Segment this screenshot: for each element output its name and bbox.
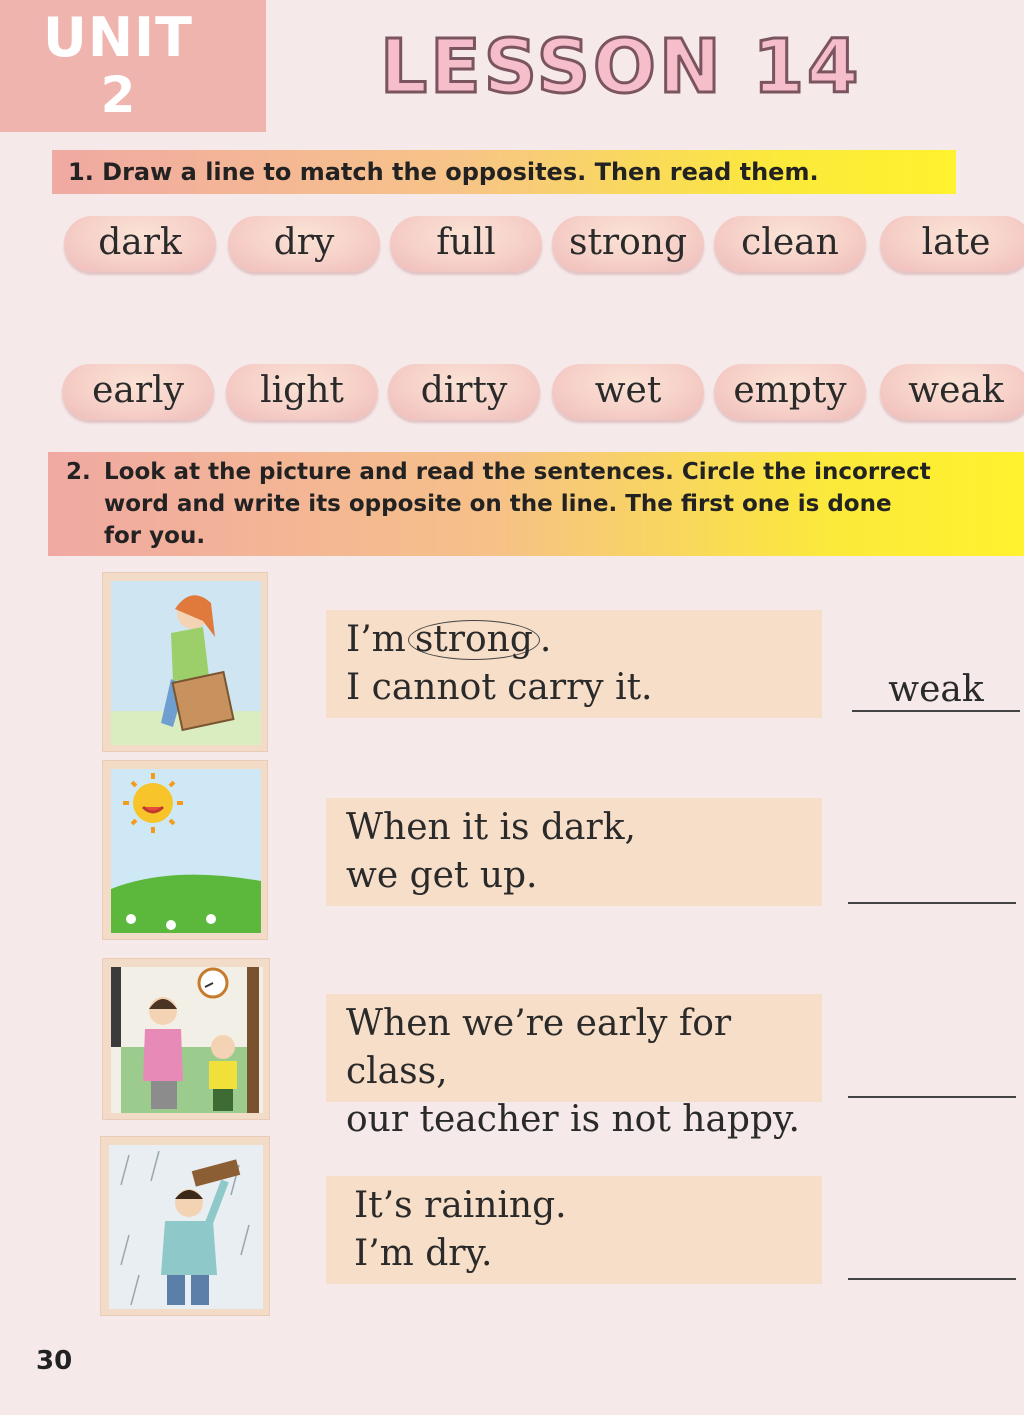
sentence-line: It’s raining. bbox=[354, 1185, 567, 1226]
word-pill[interactable]: full bbox=[390, 216, 542, 272]
instruction-line: word and write its opposite on the line. The first one is done bbox=[104, 491, 892, 517]
answer-field[interactable] bbox=[848, 1238, 1016, 1280]
picture-man-in-rain bbox=[100, 1136, 270, 1316]
picture-sun-over-meadow bbox=[102, 760, 268, 940]
word-pill[interactable]: clean bbox=[714, 216, 866, 272]
page-number: 30 bbox=[36, 1346, 73, 1376]
circled-word[interactable]: strong bbox=[408, 620, 540, 660]
exercise2-instruction bbox=[48, 452, 1024, 556]
answer-field[interactable]: weak bbox=[852, 670, 1020, 712]
sentence-line: we get up. bbox=[346, 855, 538, 896]
instruction-number: 2. bbox=[66, 459, 91, 485]
word-pill[interactable]: dirty bbox=[388, 364, 540, 420]
word-pill[interactable]: wet bbox=[552, 364, 704, 420]
answer-field[interactable] bbox=[848, 862, 1016, 904]
exercise1-instruction: 1. Draw a line to match the opposites. Then read them. bbox=[52, 150, 956, 194]
picture-girl-lifting-box bbox=[102, 572, 268, 752]
sentence-line: I cannot carry it. bbox=[346, 667, 653, 708]
lesson-title: LESSON 14 bbox=[380, 24, 862, 110]
sentence-line: I’m dry. bbox=[354, 1233, 493, 1274]
word-pill[interactable]: early bbox=[62, 364, 214, 420]
word-pill[interactable]: empty bbox=[714, 364, 866, 420]
sentence-box bbox=[326, 798, 822, 906]
unit-label: UNIT bbox=[43, 6, 193, 69]
sentence-line bbox=[346, 616, 822, 664]
sentence-text: I’m bbox=[346, 619, 406, 660]
instruction-line: Look at the picture and read the sentences. Circle the incorrect bbox=[104, 459, 931, 485]
sentence-box bbox=[326, 1176, 822, 1284]
answer-field[interactable] bbox=[848, 1056, 1016, 1098]
word-pill[interactable]: strong bbox=[552, 216, 704, 272]
instruction-line: for you. bbox=[104, 523, 206, 549]
unit-badge bbox=[0, 0, 266, 132]
word-pill[interactable]: weak bbox=[880, 364, 1024, 420]
sentence-text: . bbox=[539, 619, 552, 660]
word-pill[interactable]: dry bbox=[228, 216, 380, 272]
sentence-box bbox=[326, 610, 822, 718]
word-pill[interactable]: late bbox=[880, 216, 1024, 272]
sentence-line: When it is dark, bbox=[346, 807, 636, 848]
word-pill[interactable]: light bbox=[226, 364, 378, 420]
sentence-box bbox=[326, 994, 822, 1140]
word-pill[interactable]: dark bbox=[64, 216, 216, 272]
sentence-line: our teacher is not happy. bbox=[346, 1099, 800, 1140]
sentence-line: When we’re early for class, bbox=[346, 1003, 732, 1092]
unit-number: 2 bbox=[100, 66, 136, 124]
picture-teacher-and-boy-at-clock bbox=[102, 958, 270, 1120]
